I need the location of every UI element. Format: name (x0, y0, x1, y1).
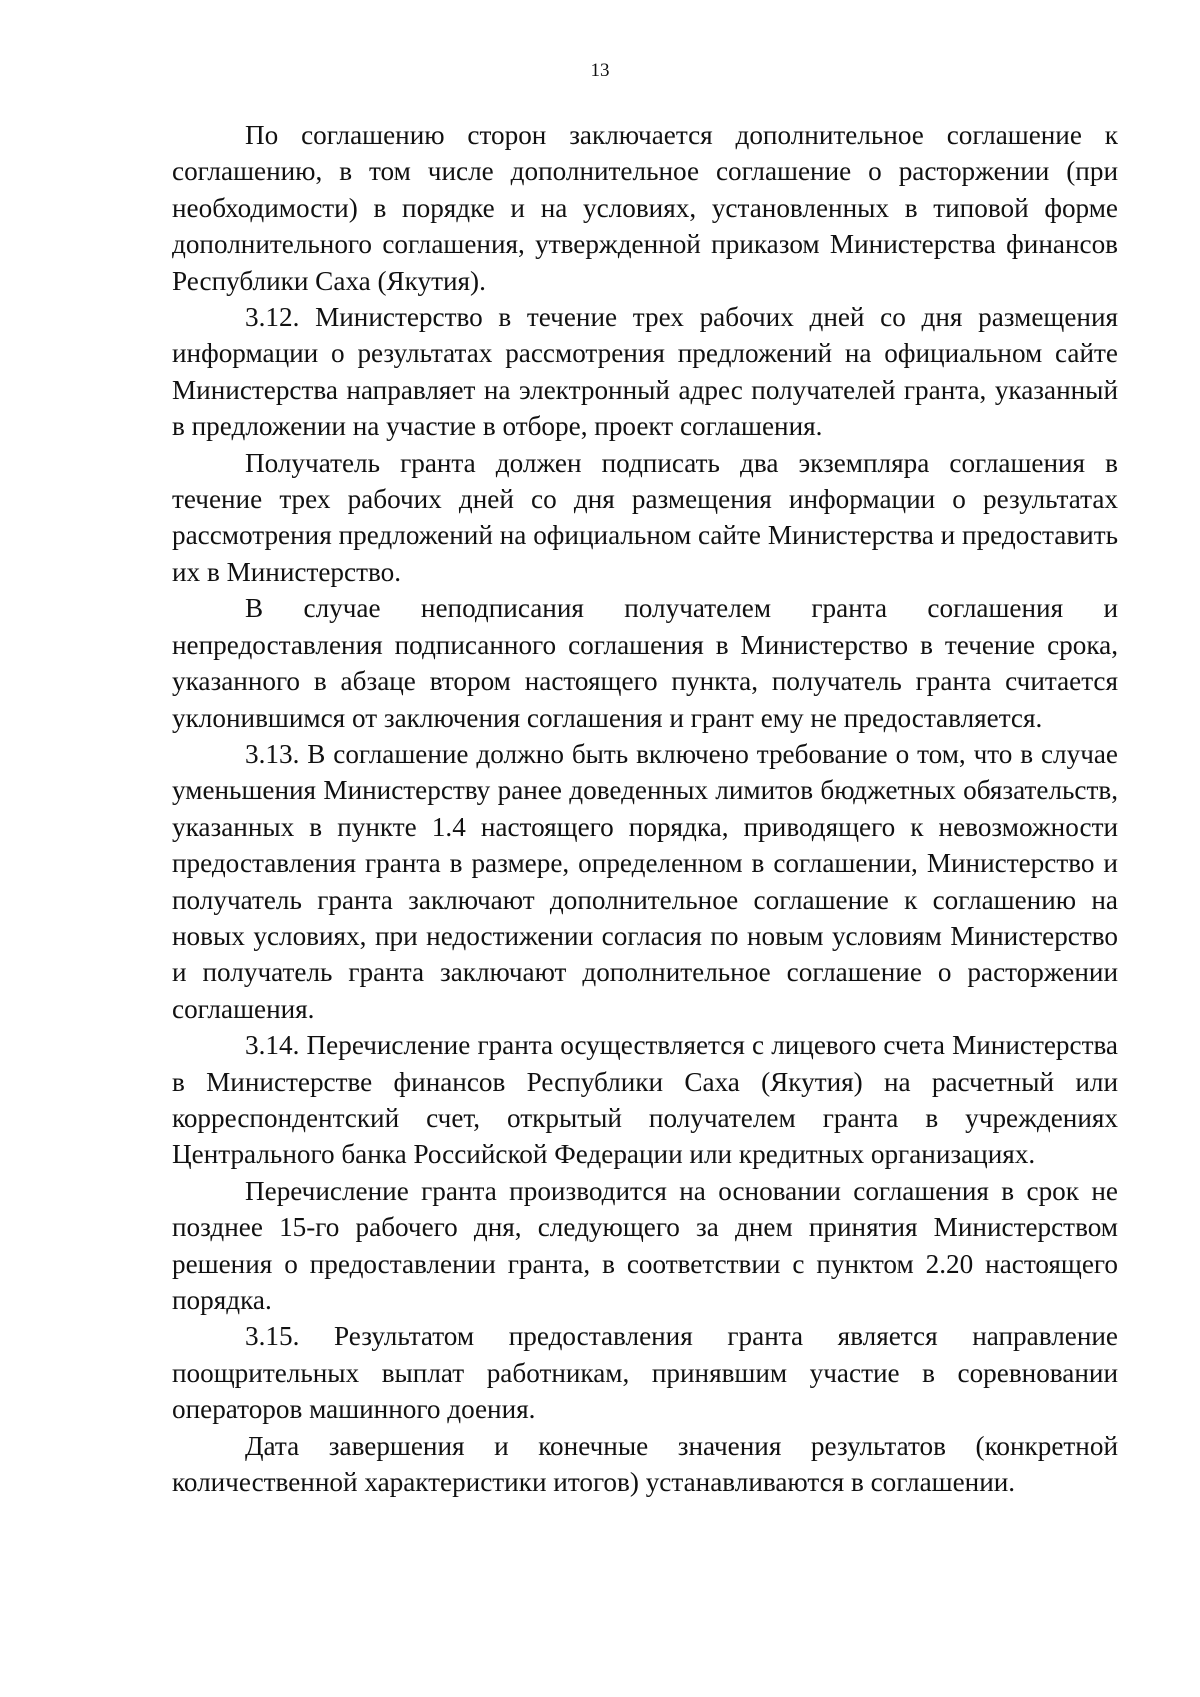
paragraph-3-15: 3.15. Результатом предоставления гранта является направление поощрительных выплат работникам, принявшим участие в соревновании операторов машинного доения. (172, 1321, 1118, 1425)
paragraph-non-signing: В случае неподписания получателем гранта соглашения и непредоставления подписанного соглашения в Министерство в течение срока, указанного в абзаце втором настоящего пункта, получатель гранта считается уклонившимся от заключения соглашения и грант ему не предоставляется. (172, 593, 1118, 733)
paragraph-3-13: 3.13. В соглашение должно быть включено требование о том, что в случае уменьшения Министерству ранее доведенных лимитов бюджетных обязательств, указанных в пункте 1.4 настоящего порядка, приводящего к невозможности предоставления гранта в размере, определенном в соглашении, Министерство и получатель гранта заключают дополнительное соглашение к соглашению на новых условиях, при недостижении согласия по новым условиям Министерство и получатель гранта заключают дополнительное соглашение о расторжении соглашения. (172, 738, 1118, 1024)
paragraph-3-12: 3.12. Министерство в течение трех рабочих дней со дня размещения информации о результатах рассмотрения предложений на официальном сайте Министерства направляет на электронный адрес получателей гранта, указанный в предложении на участие в отборе, проект соглашения. (172, 302, 1118, 442)
page-number: 13 (590, 60, 610, 81)
paragraph-3-14: 3.14. Перечисление гранта осуществляется с лицевого счета Министерства в Министерстве финансов Республики Саха (Якутия) на расчетный или корреспондентский счет, открытый получателем гранта в учреждениях Центрального банка Российской Федерации или кредитных организациях. (172, 1030, 1118, 1170)
paragraph-completion-date: Дата завершения и конечные значения результатов (конкретной количественной характеристики итогов) устанавливаются в соглашении. (172, 1430, 1118, 1498)
paragraph-transfer-deadline: Перечисление гранта производится на основании соглашения в срок не позднее 15-го рабочего дня, следующего за днем принятия Министерством решения о предоставлении гранта, в соответствии с пунктом 2.20 настоящего порядка. (172, 1175, 1118, 1315)
paragraph-recipient-signing: Получатель гранта должен подписать два экземпляра соглашения в течение трех рабочих дней со дня размещения информации о результатах рассмотрения предложений на официальном сайте Министерства и предоставить их в Министерство. (172, 447, 1118, 587)
document-body (172, 117, 1118, 1500)
paragraph-supplementary-agreement: По соглашению сторон заключается дополнительное соглашение к соглашению, в том числе дополнительное соглашение о расторжении (при необходимости) в порядке и на условиях, установленных в типовой форме дополнительного соглашения, утвержденной приказом Министерства финансов Республики Саха (Якутия). (172, 120, 1118, 296)
